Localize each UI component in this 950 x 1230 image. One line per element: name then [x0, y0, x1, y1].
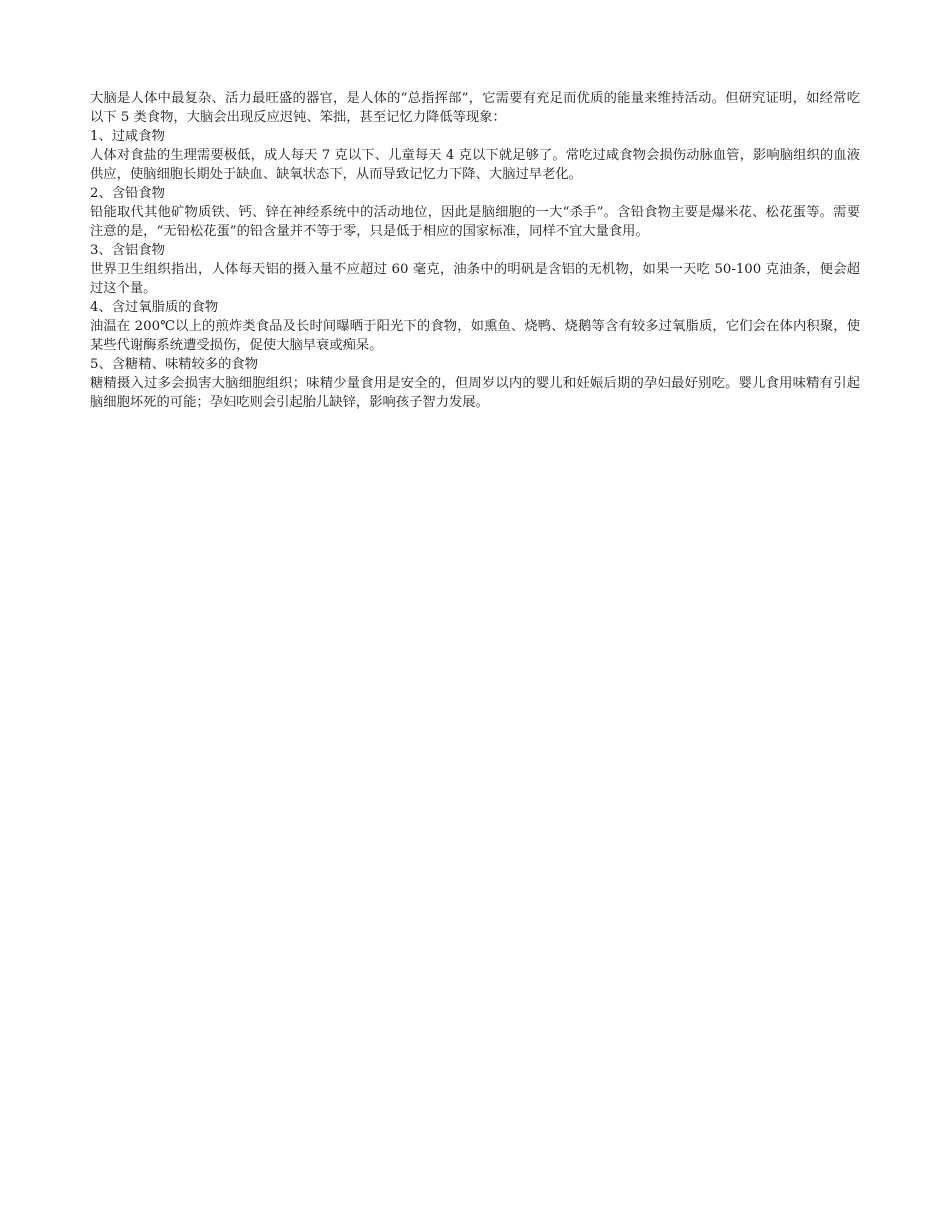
section-3-body: 世界卫生组织指出，人体每天铝的摄入量不应超过 60 毫克，油条中的明矾是含铝的无机物，如果一天吃 50-100 克油条，便会超过这个量。 [90, 262, 860, 296]
section-1-body: 人体对食盐的生理需要极低，成人每天 7 克以下、儿童每天 4 克以下就足够了。常吃过咸食物会损伤动脉血管，影响脑组织的血液供应，使脑细胞长期处于缺血、缺氧状态下，从而导致记忆力下降、大脑过早老化。 [90, 148, 860, 182]
section-4-body: 油温在 200℃以上的煎炸类食品及长时间曝晒于阳光下的食物，如熏鱼、烧鸭、烧鹅等含有较多过氧脂质，它们会在体内积聚，使某些代谢酶系统遭受损伤，促使大脑早衰或痴呆。 [90, 319, 860, 353]
section-2-body: 铅能取代其他矿物质铁、钙、锌在神经系统中的活动地位，因此是脑细胞的一大“杀手”。含铅食物主要是爆米花、松花蛋等。需要注意的是，“无铅松花蛋”的铅含量并不等于零，只是低于相应的国家标准，同样不宜大量食用。 [90, 205, 860, 239]
section-5-body: 糖精摄入过多会损害大脑细胞组织；味精少量食用是安全的，但周岁以内的婴儿和妊娠后期的孕妇最好别吃。婴儿食用味精有引起脑细胞坏死的可能；孕妇吃则会引起胎儿缺锌，影响孩子智力发展。 [90, 376, 860, 410]
intro-paragraph: 大脑是人体中最复杂、活力最旺盛的器官，是人体的“总指挥部”，它需要有充足而优质的能量来维持活动。但研究证明，如经常吃以下 5 类食物，大脑会出现反应迟钝、笨拙，甚至记忆力降低等现象： [90, 91, 860, 125]
section-2-heading: 2、含铅食物 [90, 186, 165, 201]
section-5-heading: 5、含糖精、味精较多的食物 [90, 357, 259, 372]
document-page [90, 89, 860, 412]
section-4-heading: 4、含过氧脂质的食物 [90, 300, 219, 315]
section-1-heading: 1、过咸食物 [90, 129, 165, 144]
section-3-heading: 3、含铝食物 [90, 243, 165, 258]
